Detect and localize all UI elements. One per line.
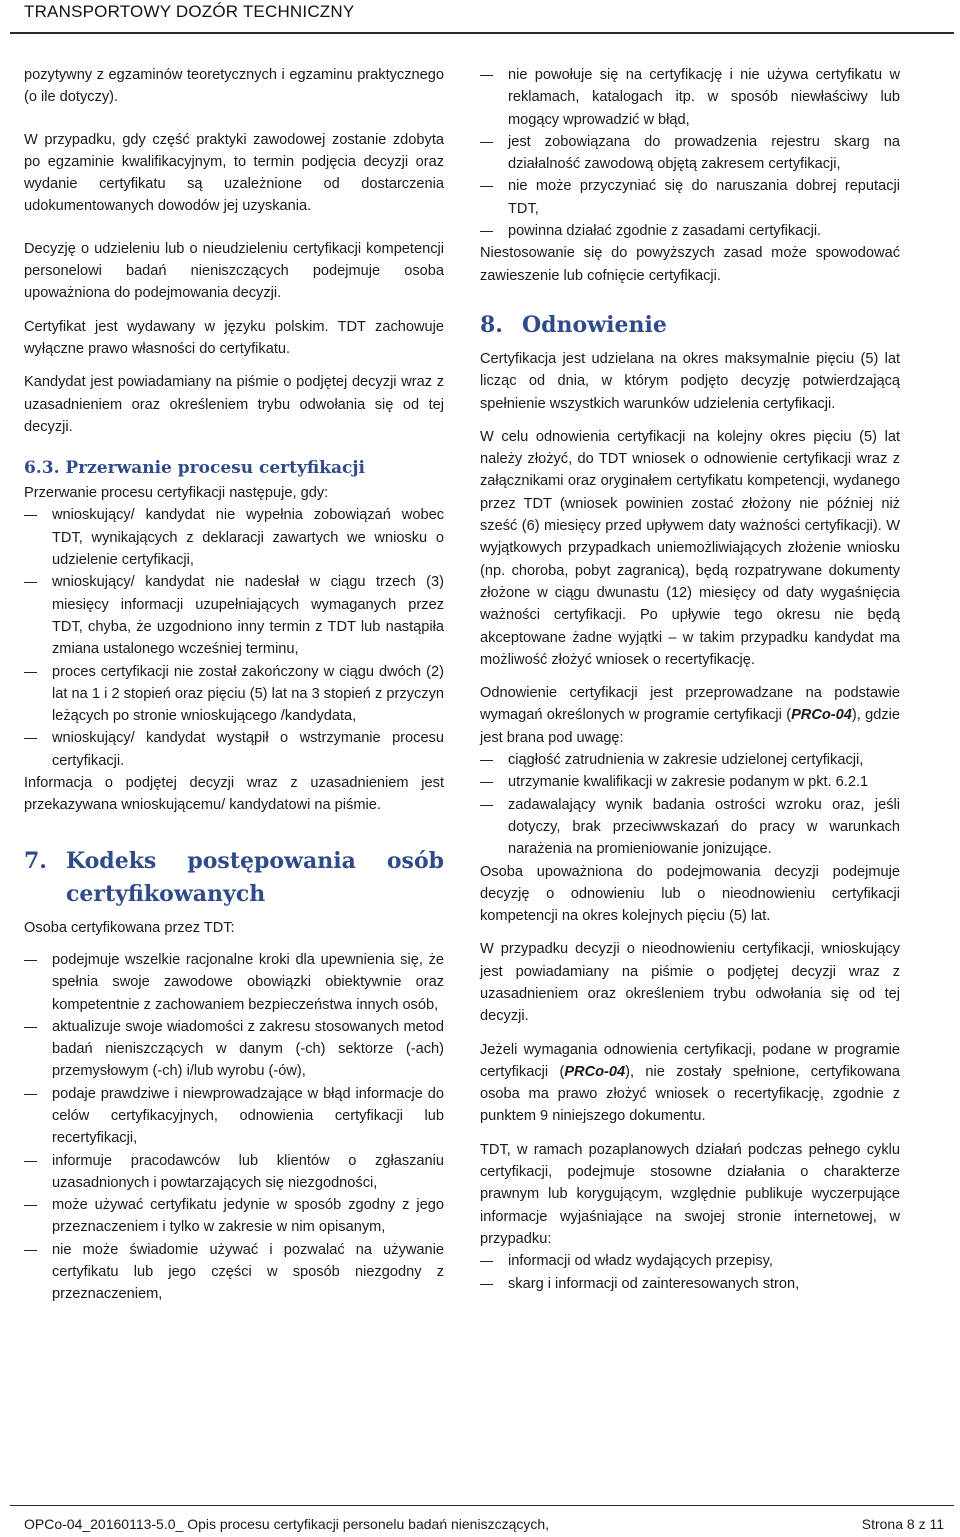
list-item: wnioskujący/ kandydat nie wypełnia zobowiązań wobec TDT, wynikających z deklaracji zawartych we wniosku o udzielenie certyfikacji, (24, 504, 444, 571)
paragraph: W przypadku, gdy część praktyki zawodowej zostanie zdobyta po egzaminie kwalifikacyjnym, to termin podjęcia decyzji oraz wydanie certyfikatu są uzależnione od dostarczenia udokumentowanych dowodów jej uzyskania. (24, 131, 444, 215)
list-item: informacji od władz wydających przepisy, (480, 1250, 900, 1272)
list-item: jest zobowiązana do prowadzenia rejestru skarg na działalność zawodową objętą zakresem certyfikacji, (480, 131, 900, 176)
list-7 (24, 949, 444, 1306)
list-item: podaje prawdziwe i niewprowadzające w błąd informacje do celów certyfikacyjnych, odnowienia certyfikacji lub recertyfikacji, (24, 1083, 444, 1150)
list-cases (480, 1250, 900, 1295)
list-7-continued (480, 64, 900, 242)
paragraph: TDT, w ramach pozaplanowych działań podczas pełnego cyklu certyfikacji, podejmuje stosowne działania o charakterze prawnym lub korygującym, względnie publikuje wyczerpujące informacje wyjaśniające na swojej stronie internetowej, w przypadku: (480, 1141, 900, 1247)
list-item: utrzymanie kwalifikacji w zakresie podanym w pkt. 6.2.1 (480, 771, 900, 793)
paragraph: Informacja o podjętej decyzji wraz z uzasadnieniem jest przekazywana wnioskującemu/ kandydatowi na piśmie. (24, 775, 444, 814)
list-item: ciągłość zatrudnienia w zakresie udzielonej certyfikacji, (480, 749, 900, 771)
list-item: informuje pracodawców lub klientów o zgłaszaniu uzasadnionych i powtarzających się niezgodności, (24, 1150, 444, 1195)
paragraph (480, 1039, 900, 1128)
text-run: Odnowienie certyfikacji jest przeprowadzane na podstawie wymagań określonych w programie certyfikacji ( (480, 685, 900, 724)
section-number: 8. (480, 311, 503, 338)
list-item: nie może przyczyniać się do naruszania dobrej reputacji TDT, (480, 175, 900, 220)
section-number: 7. (24, 847, 47, 874)
list-item: nie powołuje się na certyfikację i nie używa certyfikatu w reklamach, katalogach itp. w sposób niewłaściwy lub mogący wprowadzić w błąd, (480, 64, 900, 131)
paragraph: Niestosowanie się do powyższych zasad może spowodować zawieszenie lub cofnięcie certyfikacji. (480, 245, 900, 284)
list-item: powinna działać zgodnie z zasadami certyfikacji. (480, 220, 900, 242)
footer-page-number: Strona 8 z 11 (861, 1516, 944, 1532)
header-title: TRANSPORTOWY DOZÓR TECHNICZNY (24, 2, 355, 21)
list-item: nie może świadomie używać i pozwalać na używanie certyfikatu lub jego części w sposób niezgodny z przeznaczeniem, (24, 1239, 444, 1306)
list-item: zadawalający wynik badania ostrości wzroku oraz, jeśli dotyczy, brak przeciwwskazań do pracy w warunkach narażenia na promieniowanie jonizujące. (480, 794, 900, 861)
section-title: Kodeks postępowania osób certyfikowanych (66, 847, 444, 907)
section-intro: Osoba certyfikowana przez TDT: (24, 919, 235, 936)
section-6-3-heading: 6.3. Przerwanie procesu certyfikacji (24, 458, 365, 479)
section-intro: Przerwanie procesu certyfikacji następuje, gdy: (24, 485, 329, 502)
page-header (10, 0, 954, 34)
footer-document-id: OPCo-04_20160113-5.0_ Opis procesu certyfikacji personelu badań nieniszczących, (24, 1516, 550, 1532)
right-column (480, 64, 900, 1295)
paragraph (480, 682, 900, 749)
paragraph: Certyfikacja jest udzielana na okres maksymalnie pięciu (5) lat licząc od dnia, w którym podjęto decyzję potwierdzającą spełnienie wszystkich warunków udzielenia certyfikacji. (480, 350, 900, 412)
section-7-heading (24, 845, 444, 911)
text-run: ), nie zostały spełnione, certyfikowana osoba ma prawo złożyć wniosek o recertyfikację, zgodnie z punktem 9 niniejszego dokumentu. (480, 1063, 901, 1125)
paragraph: Decyzję o udzieleniu lub o nieudzieleniu certyfikacji kompetencji personelowi badań nieniszczących podejmuje osoba upoważniona do podejmowania decyzji. (24, 240, 444, 302)
program-code: PRCo-04 (564, 1063, 626, 1080)
paragraph: W przypadku decyzji o nieodnowieniu certyfikacji, wnioskujący jest powiadamiany na piśmie o podjętej decyzji wraz z uzasadnieniem oraz określeniem trybu odwołania się od tej decyzji. (480, 941, 900, 1025)
paragraph: Kandydat jest powiadamiany na piśmie o podjętej decyzji wraz z uzasadnieniem oraz określeniem trybu odwołania się od tej decyzji. (24, 374, 444, 435)
text-run: ), gdzie jest brana pod uwagę: (480, 707, 900, 746)
list-item: proces certyfikacji nie został zakończony w ciągu dwóch (2) lat na 1 i 2 stopień oraz pięciu (5) lat na 3 stopień z przyczyn leżących po stronie wnioskującego /kandydata, (24, 661, 444, 728)
paragraph: Osoba upoważniona do podejmowania decyzji podejmuje decyzję o odnowieniu lub o nieodnowieniu certyfikacji kompetencji na okres kolejnych pięciu (5) lat. (480, 863, 900, 925)
section-8-heading (480, 309, 900, 342)
list-item: może używać certyfikatu jedynie w sposób zgodny z jego przeznaczeniem i tylko w zakresie w nim opisanym, (24, 1194, 444, 1239)
left-column (24, 64, 444, 1306)
list-6-3 (24, 504, 444, 772)
list-item: skarg i informacji od zainteresowanych stron, (480, 1273, 900, 1295)
program-code: PRCo-04 (791, 707, 852, 724)
list-item: podejmuje wszelkie racjonalne kroki dla upewnienia się, że spełnia swoje zawodowe obowiązki obiektywnie oraz kompetentnie z zachowaniem bezpieczeństwa innych osób, (24, 949, 444, 1016)
list-item: wnioskujący/ kandydat wystąpił o wstrzymanie procesu certyfikacji. (24, 727, 444, 772)
paragraph: pozytywny z egzaminów teoretycznych i egzaminu praktycznego (o ile dotyczy). (24, 67, 444, 106)
paragraph: Certyfikat jest wydawany w języku polskim. TDT zachowuje wyłączne prawo własności do certyfikatu. (24, 318, 444, 357)
list-renewal (480, 749, 900, 860)
text-run: Jeżeli wymagania odnowienia certyfikacji, podane w programie certyfikacji ( (480, 1041, 900, 1080)
page-footer (10, 1505, 954, 1532)
paragraph: W celu odnowienia certyfikacji na kolejny okres pięciu (5) lat należy złożyć, do TDT wniosek o odnowienie certyfikacji wraz z załącznikami oraz oryginałem certyfikatu kompetencji, wydanego przez TDT (wniosek powinien zostać złożony nie później niż sześć (6) miesięcy przed upływem daty ważności certyfikacji). W wyjątkowych przypadkach uniemożliwiających złożenie wniosku (np. choroba, pobyt zagranicą), będą rozpatrywane dokumenty złożone w ciągu dwunastu (12) miesięcy od daty wygaśnięcia ważności certyfikacji. Po upływie tego okresu nie będą akceptowane żadne wyjątki – w takim przypadku kandydat ma możliwość złożyć wniosek o recertyfikację. (480, 428, 900, 668)
list-item: wnioskujący/ kandydat nie nadesłał w ciągu trzech (3) miesięcy informacji uzupełniających wymaganych przez TDT, chyba, że uzgodniono inny termin z TDT lub nastąpiła zmiana ustalonego wcześniej terminu, (24, 571, 444, 660)
section-title: Odnowienie (522, 311, 667, 338)
list-item: aktualizuje swoje wiadomości z zakresu stosowanych metod badań nieniszczących w danym (-ch) sektorze (-ach) przemysłowym (-ch) i/lub wyrobu (-ów), (24, 1016, 444, 1083)
